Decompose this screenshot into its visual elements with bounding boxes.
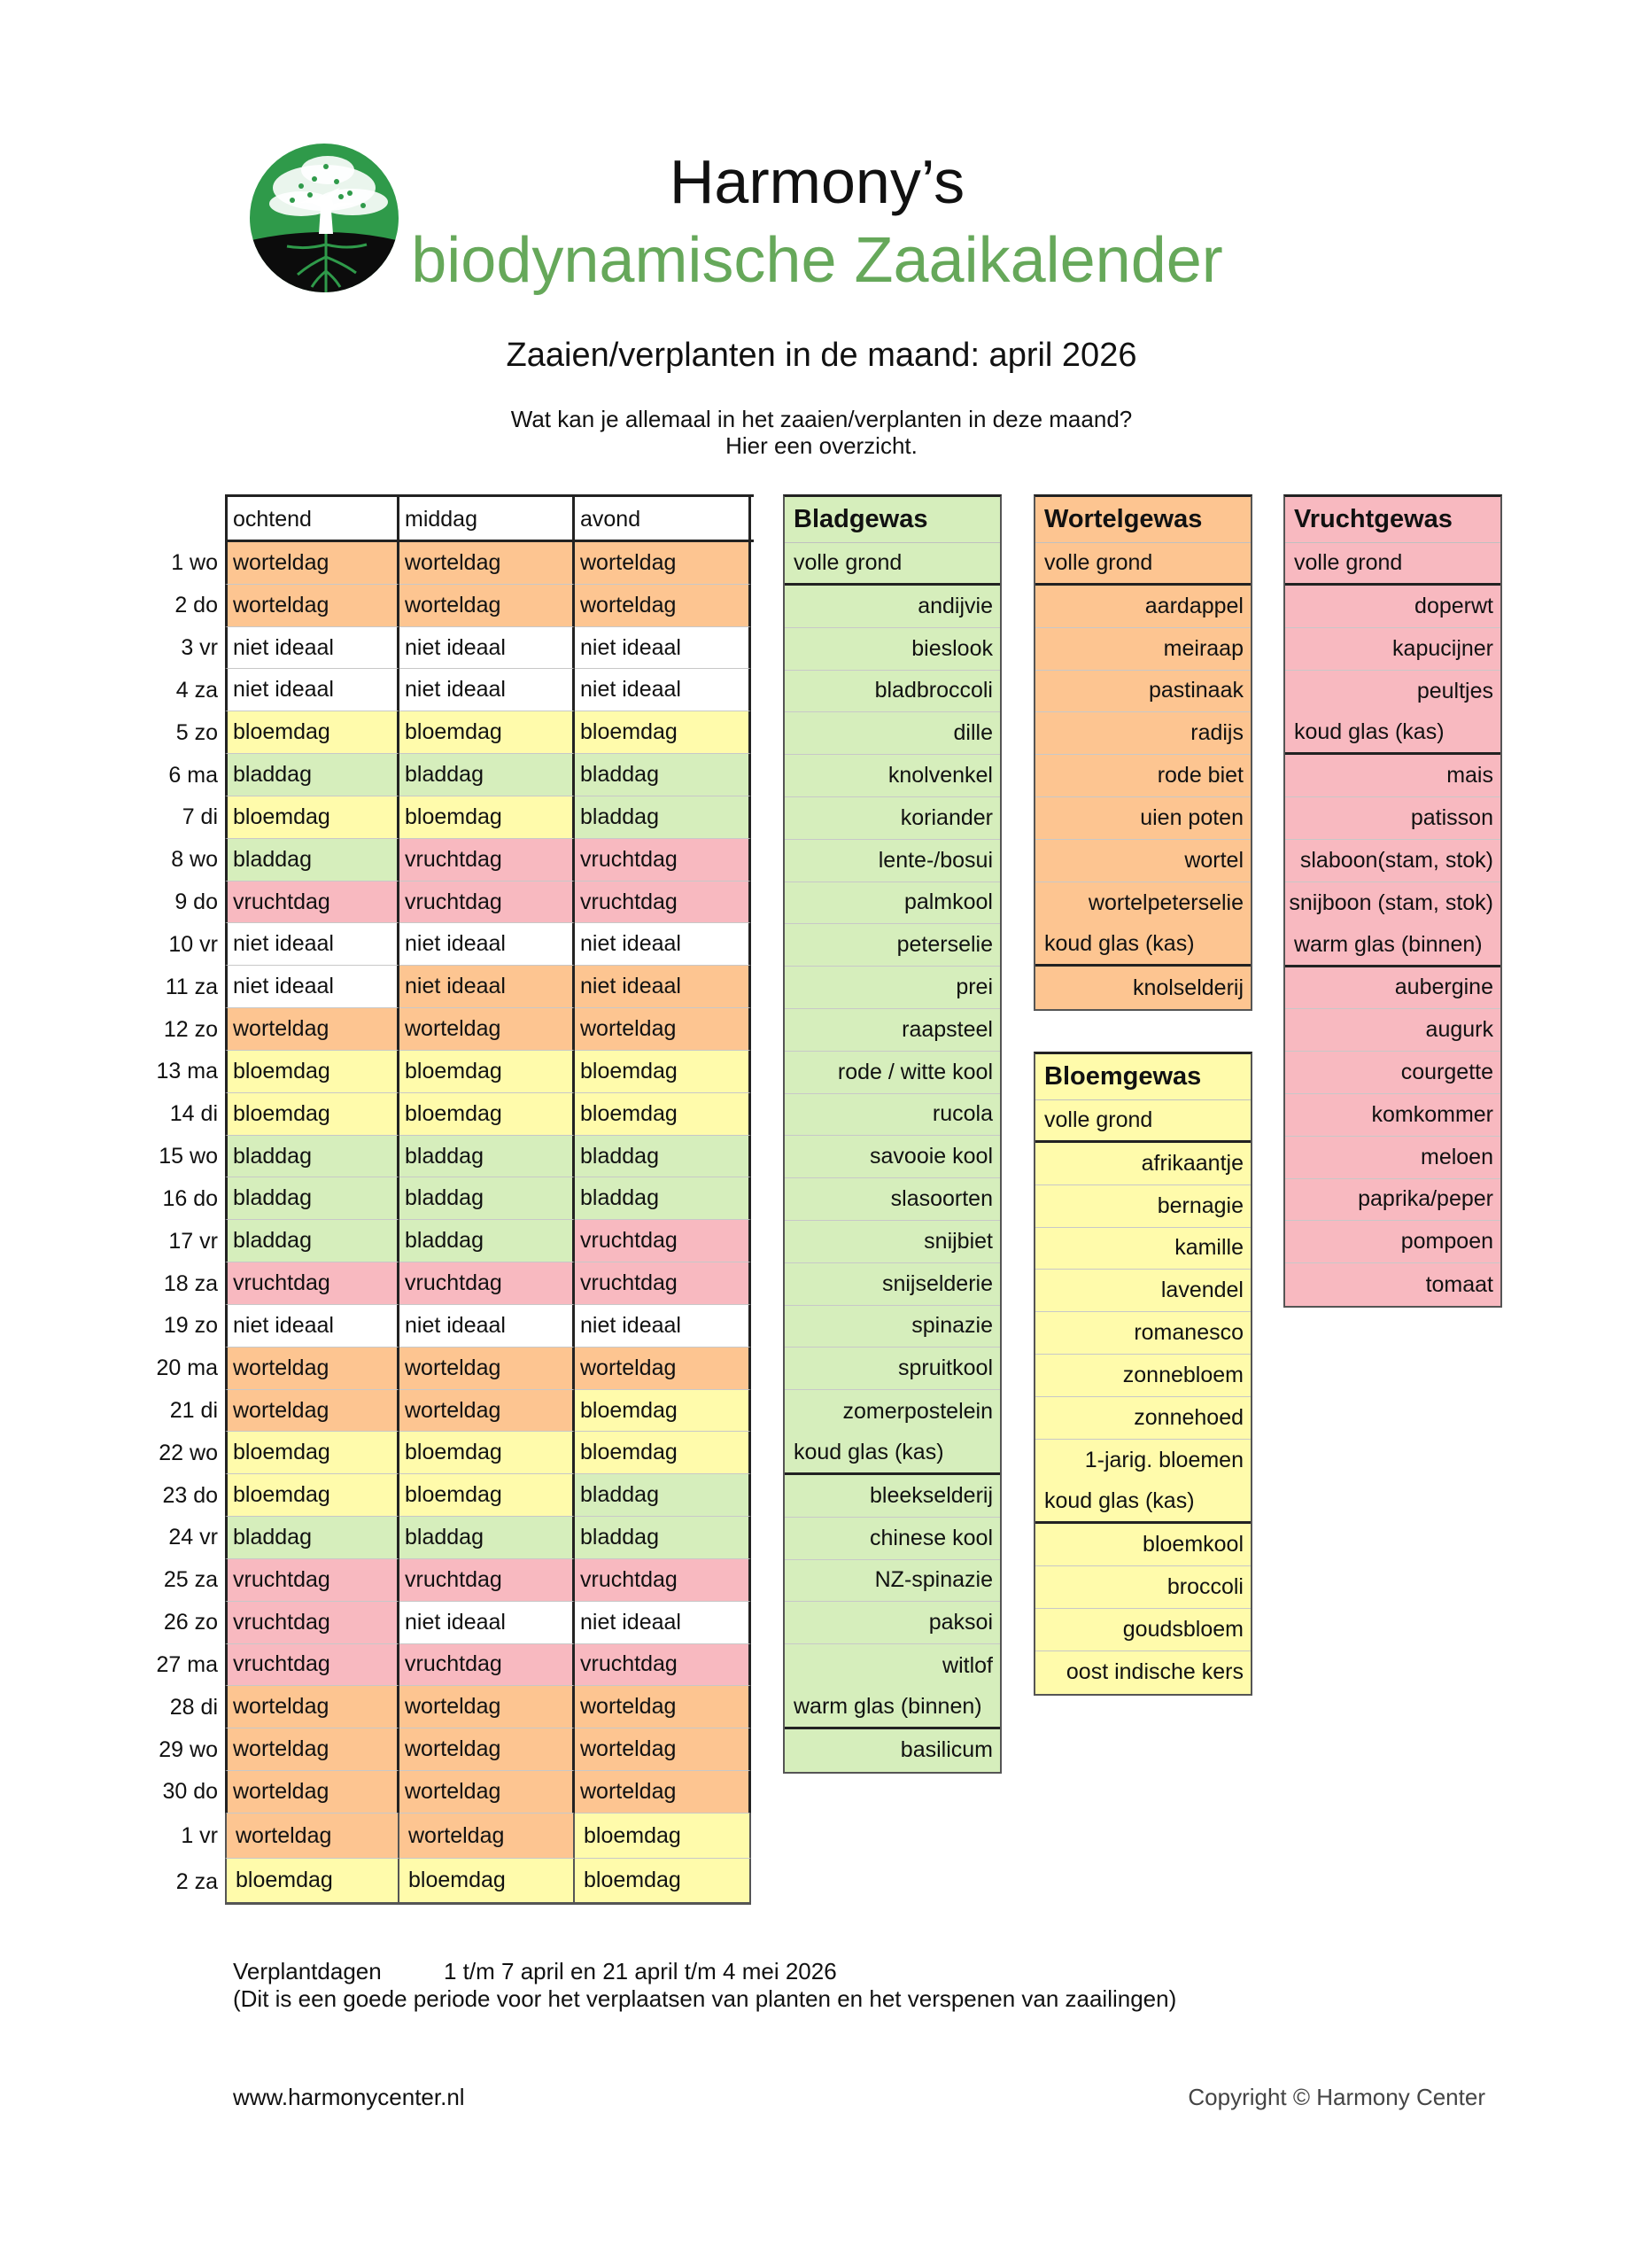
column-header-ochtend: ochtend <box>225 497 399 542</box>
crop-list-title: Vruchtgewas <box>1285 497 1500 543</box>
transplant-note: (Dit is een goede periode voor het verplaatsen van planten en het verspenen van zaailingen) <box>233 1985 1177 2012</box>
crop-item: wortel <box>1035 840 1251 882</box>
calendar-row <box>151 882 762 924</box>
day-cell-ochtend: worteldag <box>225 1814 399 1860</box>
day-cell-ochtend: bloemdag <box>225 1859 399 1905</box>
day-cell-ochtend: worteldag <box>225 1390 399 1433</box>
day-cell-middag: vruchtdag <box>399 1559 575 1602</box>
day-cell-middag: bladdag <box>399 1517 575 1559</box>
day-cell-middag: worteldag <box>399 1814 575 1860</box>
crop-item: rode / witte kool <box>785 1052 1000 1094</box>
day-cell-avond: bladdag <box>575 1517 751 1559</box>
day-cell-avond: bloemdag <box>575 1390 751 1433</box>
day-label: 20 ma <box>156 1355 218 1381</box>
calendar-row <box>151 1348 762 1390</box>
crop-section-label: koud glas (kas) <box>1035 1481 1251 1524</box>
day-cell-avond: vruchtdag <box>575 839 751 882</box>
crop-item: 1-jarig. bloemen <box>1084 1447 1244 1472</box>
crop-item: snijbiet <box>785 1221 1000 1263</box>
calendar-row <box>151 1771 762 1814</box>
day-label: 21 di <box>169 1398 218 1423</box>
day-cell-avond: vruchtdag <box>575 1262 751 1305</box>
day-cell-avond: bladdag <box>575 1474 751 1517</box>
crop-item: kamille <box>1035 1228 1251 1270</box>
copyright-text: Copyright © Harmony Center <box>1188 2084 1485 2110</box>
crop-item: rucola <box>785 1094 1000 1137</box>
crop-item: broccoli <box>1035 1566 1251 1609</box>
crop-section-label: volle grond <box>785 543 1000 586</box>
crop-list-bladgewas <box>783 494 1002 1774</box>
crop-item: radijs <box>1035 712 1251 755</box>
day-cell-middag: bladdag <box>399 1177 575 1220</box>
day-label: 24 vr <box>168 1525 218 1550</box>
calendar-row <box>151 1262 762 1305</box>
day-cell-middag: vruchtdag <box>399 882 575 924</box>
day-cell-avond: worteldag <box>575 542 751 585</box>
day-cell-middag: bladdag <box>399 1136 575 1178</box>
day-label: 10 vr <box>168 931 218 957</box>
calendar-row <box>151 796 762 839</box>
intro-text <box>0 406 1643 459</box>
day-cell-avond: vruchtdag <box>575 1644 751 1687</box>
calendar-row <box>151 1432 762 1474</box>
day-label: 11 za <box>165 974 218 999</box>
intro-line-2: Hier een overzicht. <box>725 432 918 459</box>
calendar-title: biodynamische Zaaikalender <box>411 225 1223 296</box>
day-cell-avond: worteldag <box>575 1008 751 1051</box>
day-cell-middag: vruchtdag <box>399 1262 575 1305</box>
crop-item: uien poten <box>1035 797 1251 840</box>
calendar-row <box>151 1220 762 1262</box>
day-cell-ochtend: vruchtdag <box>225 1559 399 1602</box>
crop-item: dille <box>785 712 1000 755</box>
crop-item: pastinaak <box>1035 671 1251 713</box>
day-cell-ochtend: worteldag <box>225 1728 399 1771</box>
crop-item: witlof <box>942 1652 993 1678</box>
day-label: 13 ma <box>156 1059 218 1084</box>
day-cell-middag: bladdag <box>399 754 575 796</box>
calendar-row <box>151 1728 762 1771</box>
day-label: 3 vr <box>181 635 218 661</box>
crop-item: lente-/bosui <box>785 840 1000 882</box>
day-label: 15 wo <box>159 1144 218 1169</box>
day-label: 18 za <box>163 1270 218 1296</box>
day-label: 9 do <box>174 889 218 915</box>
calendar-row <box>151 711 762 754</box>
day-cell-middag: bladdag <box>399 1220 575 1262</box>
day-cell-ochtend: niet ideaal <box>225 966 399 1008</box>
crop-item: wortelpeterselie <box>1088 889 1244 915</box>
crop-list-title: Bloemgewas <box>1035 1054 1251 1100</box>
day-cell-avond: vruchtdag <box>575 1559 751 1602</box>
page-subtitle: Zaaien/verplanten in de maand: april 2026 <box>506 337 1137 374</box>
day-label: 1 vr <box>181 1823 218 1849</box>
day-cell-avond: worteldag <box>575 1686 751 1728</box>
crop-item: afrikaantje <box>1035 1143 1251 1185</box>
day-cell-ochtend: worteldag <box>225 1686 399 1728</box>
crop-item: koriander <box>785 797 1000 840</box>
day-cell-avond: niet ideaal <box>575 923 751 966</box>
day-cell-avond: bloemdag <box>575 711 751 754</box>
day-cell-ochtend: worteldag <box>225 1008 399 1051</box>
crop-item: zonnebloem <box>1035 1355 1251 1397</box>
transplant-days <box>233 1958 1176 2013</box>
crop-item: snijselderie <box>785 1263 1000 1306</box>
day-cell-middag: bloemdag <box>399 1859 575 1905</box>
day-cell-ochtend: bloemdag <box>225 711 399 754</box>
day-label: 2 do <box>174 593 218 618</box>
crop-item: lavendel <box>1035 1270 1251 1312</box>
day-cell-ochtend: vruchtdag <box>225 1644 399 1687</box>
day-cell-middag: worteldag <box>399 1686 575 1728</box>
crop-section-label: warm glas (binnen) <box>785 1687 1000 1729</box>
crop-item: rode biet <box>1035 755 1251 797</box>
day-cell-avond: bladdag <box>575 754 751 796</box>
crop-item: peultjes <box>1416 678 1493 703</box>
calendar-header-row <box>225 494 754 542</box>
crop-item: NZ-spinazie <box>785 1560 1000 1603</box>
day-cell-ochtend: vruchtdag <box>225 1602 399 1644</box>
crop-item: knolselderij <box>1132 975 1244 1000</box>
day-cell-middag: vruchtdag <box>399 1644 575 1687</box>
tree-of-life-logo-icon <box>248 142 400 294</box>
day-cell-middag: bloemdag <box>399 1093 575 1136</box>
day-cell-ochtend: niet ideaal <box>225 669 399 711</box>
day-cell-middag: worteldag <box>399 1390 575 1433</box>
crop-item: komkommer <box>1285 1094 1500 1137</box>
crop-item: paprika/peper <box>1285 1179 1500 1222</box>
calendar-row <box>151 669 762 711</box>
day-cell-ochtend: niet ideaal <box>225 627 399 670</box>
day-cell-middag: worteldag <box>399 542 575 585</box>
day-cell-middag: bloemdag <box>399 1432 575 1474</box>
day-cell-ochtend: bladdag <box>225 1177 399 1220</box>
crop-item: slasoorten <box>785 1178 1000 1221</box>
crop-item: tomaat <box>1425 1271 1493 1297</box>
intro-line-1: Wat kan je allemaal in het zaaien/verplanten in deze maand? <box>510 406 1133 432</box>
crop-item: mais <box>1285 755 1500 797</box>
calendar-row <box>151 1305 762 1348</box>
calendar-row <box>151 1559 762 1602</box>
day-cell-avond: bloemdag <box>575 1093 751 1136</box>
crop-item: bladbroccoli <box>785 671 1000 713</box>
crop-list-wortelgewas <box>1034 494 1252 1011</box>
day-cell-ochtend: vruchtdag <box>225 882 399 924</box>
crop-item: doperwt <box>1285 586 1500 628</box>
crop-item: bleekselderij <box>785 1475 1000 1518</box>
day-cell-middag: bloemdag <box>399 796 575 839</box>
day-cell-middag: bloemdag <box>399 1474 575 1517</box>
day-cell-middag: worteldag <box>399 1771 575 1814</box>
day-cell-avond: vruchtdag <box>575 1220 751 1262</box>
day-label: 6 ma <box>168 762 218 788</box>
day-cell-middag: worteldag <box>399 585 575 627</box>
calendar-row <box>151 585 762 627</box>
day-cell-middag: niet ideaal <box>399 1305 575 1348</box>
day-cell-middag: vruchtdag <box>399 839 575 882</box>
day-cell-avond: worteldag <box>575 585 751 627</box>
crop-item: patisson <box>1285 797 1500 840</box>
day-label: 22 wo <box>159 1440 218 1465</box>
day-cell-avond: niet ideaal <box>575 627 751 670</box>
day-cell-middag: niet ideaal <box>399 627 575 670</box>
crop-list-title: Wortelgewas <box>1035 497 1251 543</box>
calendar-row <box>151 839 762 882</box>
day-cell-avond: bloemdag <box>575 1051 751 1093</box>
crop-item: savooie kool <box>785 1136 1000 1178</box>
day-label: 19 zo <box>163 1313 218 1339</box>
day-cell-middag: niet ideaal <box>399 923 575 966</box>
crop-item: kapucijner <box>1285 628 1500 671</box>
day-label: 12 zo <box>163 1016 218 1042</box>
crop-section-label: volle grond <box>1035 543 1251 586</box>
day-cell-avond: worteldag <box>575 1348 751 1390</box>
day-cell-ochtend: worteldag <box>225 542 399 585</box>
calendar-row <box>151 1644 762 1687</box>
website-link[interactable]: www.harmonycenter.nl <box>233 2084 465 2110</box>
crop-list-bloemgewas <box>1034 1052 1252 1696</box>
day-cell-avond: niet ideaal <box>575 1305 751 1348</box>
day-cell-middag: bloemdag <box>399 1051 575 1093</box>
crop-item: bieslook <box>785 628 1000 671</box>
day-cell-ochtend: bloemdag <box>225 1093 399 1136</box>
calendar-row <box>151 966 762 1008</box>
crop-item: oost indische kers <box>1066 1659 1244 1685</box>
day-label: 16 do <box>162 1185 218 1211</box>
crop-item: meiraap <box>1035 628 1251 671</box>
crop-item: slaboon(stam, stok) <box>1285 840 1500 882</box>
calendar-row <box>151 627 762 670</box>
calendar-row <box>151 1177 762 1220</box>
crop-item: paksoi <box>785 1602 1000 1644</box>
column-header-avond: avond <box>575 497 751 542</box>
day-cell-ochtend: vruchtdag <box>225 1262 399 1305</box>
day-cell-ochtend: bladdag <box>225 1136 399 1178</box>
crop-item: chinese kool <box>785 1518 1000 1560</box>
crop-item: augurk <box>1285 1009 1500 1052</box>
calendar-row <box>151 1517 762 1559</box>
crop-item: palmkool <box>785 882 1000 925</box>
crop-item: peterselie <box>785 924 1000 967</box>
transplant-value: 1 t/m 7 april en 21 april t/m 4 mei 2026 <box>444 1958 837 1984</box>
crop-item: snijboon (stam, stok) <box>1289 890 1493 916</box>
day-label: 7 di <box>182 804 218 830</box>
crop-section-label: volle grond <box>1035 1100 1251 1143</box>
day-cell-avond: bladdag <box>575 796 751 839</box>
day-cell-avond: bloemdag <box>575 1814 751 1860</box>
day-cell-middag: niet ideaal <box>399 966 575 1008</box>
day-cell-middag: worteldag <box>399 1008 575 1051</box>
calendar-row <box>151 923 762 966</box>
day-cell-ochtend: worteldag <box>225 1771 399 1814</box>
day-cell-ochtend: bloemdag <box>225 1432 399 1474</box>
crop-item: aardappel <box>1035 586 1251 628</box>
day-label: 25 za <box>163 1567 218 1593</box>
crop-section-label: koud glas (kas) <box>1035 924 1251 967</box>
day-cell-ochtend: niet ideaal <box>225 923 399 966</box>
day-label: 17 vr <box>168 1228 218 1254</box>
day-cell-avond: bladdag <box>575 1136 751 1178</box>
day-cell-ochtend: worteldag <box>225 585 399 627</box>
calendar-row <box>151 1602 762 1644</box>
day-label: 27 ma <box>156 1651 218 1677</box>
crop-item: meloen <box>1285 1137 1500 1179</box>
day-cell-avond: bloemdag <box>575 1859 751 1905</box>
day-label: 28 di <box>169 1694 218 1720</box>
calendar-row <box>151 1008 762 1051</box>
day-cell-middag: niet ideaal <box>399 669 575 711</box>
day-cell-avond: niet ideaal <box>575 669 751 711</box>
day-label: 5 zo <box>175 719 218 745</box>
crop-list-vruchtgewas <box>1283 494 1502 1308</box>
calendar-row <box>151 542 762 585</box>
day-label: 29 wo <box>159 1736 218 1762</box>
crop-item: raapsteel <box>785 1009 1000 1052</box>
day-label: 14 di <box>169 1101 218 1127</box>
day-cell-ochtend: bladdag <box>225 754 399 796</box>
crop-section-label: koud glas (kas) <box>785 1433 1000 1475</box>
crop-list-title: Bladgewas <box>785 497 1000 543</box>
day-cell-ochtend: bloemdag <box>225 796 399 839</box>
crop-item: andijvie <box>785 586 1000 628</box>
day-cell-ochtend: bloemdag <box>225 1474 399 1517</box>
crop-item: aubergine <box>1285 967 1500 1010</box>
calendar-row <box>151 1390 762 1433</box>
crop-item: bloemkool <box>1035 1524 1251 1566</box>
calendar-row <box>151 754 762 796</box>
day-cell-avond: vruchtdag <box>575 882 751 924</box>
brand-title: Harmony’s <box>669 147 965 216</box>
day-cell-avond: worteldag <box>575 1728 751 1771</box>
day-cell-avond: bladdag <box>575 1177 751 1220</box>
crop-item: zonnehoed <box>1035 1397 1251 1440</box>
crop-item: pompoen <box>1285 1221 1500 1263</box>
day-cell-avond: niet ideaal <box>575 966 751 1008</box>
crop-item: spinazie <box>785 1306 1000 1348</box>
crop-item: basilicum <box>900 1737 993 1763</box>
calendar-row <box>151 1859 762 1905</box>
transplant-label: Verplantdagen <box>233 1958 382 1984</box>
day-cell-ochtend: bladdag <box>225 1517 399 1559</box>
calendar-row <box>151 1093 762 1136</box>
day-cell-ochtend: niet ideaal <box>225 1305 399 1348</box>
calendar-row <box>151 1474 762 1517</box>
day-label: 23 do <box>162 1482 218 1508</box>
day-label: 1 wo <box>171 550 218 576</box>
calendar-row <box>151 1136 762 1178</box>
crop-item: courgette <box>1285 1052 1500 1094</box>
day-cell-ochtend: bloemdag <box>225 1051 399 1093</box>
crop-section-label: volle grond <box>1285 543 1500 586</box>
day-label: 4 za <box>175 677 218 703</box>
day-cell-middag: bloemdag <box>399 711 575 754</box>
day-cell-middag: worteldag <box>399 1348 575 1390</box>
day-label: 2 za <box>175 1868 218 1894</box>
day-cell-ochtend: worteldag <box>225 1348 399 1390</box>
day-cell-ochtend: bladdag <box>225 1220 399 1262</box>
crop-item: knolvenkel <box>785 755 1000 797</box>
crop-item: romanesco <box>1035 1312 1251 1355</box>
day-label: 8 wo <box>171 847 218 873</box>
crop-item: goudsbloem <box>1035 1609 1251 1651</box>
crop-item: zomerpostelein <box>842 1398 993 1424</box>
day-cell-avond: worteldag <box>575 1771 751 1814</box>
day-cell-ochtend: bladdag <box>225 839 399 882</box>
crop-item: bernagie <box>1035 1185 1251 1228</box>
day-cell-middag: worteldag <box>399 1728 575 1771</box>
crop-section-label: warm glas (binnen) <box>1285 925 1500 967</box>
day-cell-avond: bloemdag <box>575 1432 751 1474</box>
crop-item: prei <box>785 967 1000 1009</box>
day-cell-middag: niet ideaal <box>399 1602 575 1644</box>
day-cell-avond: niet ideaal <box>575 1602 751 1644</box>
column-header-middag: middag <box>399 497 575 542</box>
day-label: 26 zo <box>163 1610 218 1635</box>
calendar-row <box>151 1051 762 1093</box>
calendar-row <box>151 1686 762 1728</box>
calendar-row <box>151 1814 762 1860</box>
day-label: 30 do <box>162 1779 218 1805</box>
crop-item: spruitkool <box>785 1348 1000 1390</box>
crop-section-label: koud glas (kas) <box>1285 712 1500 755</box>
